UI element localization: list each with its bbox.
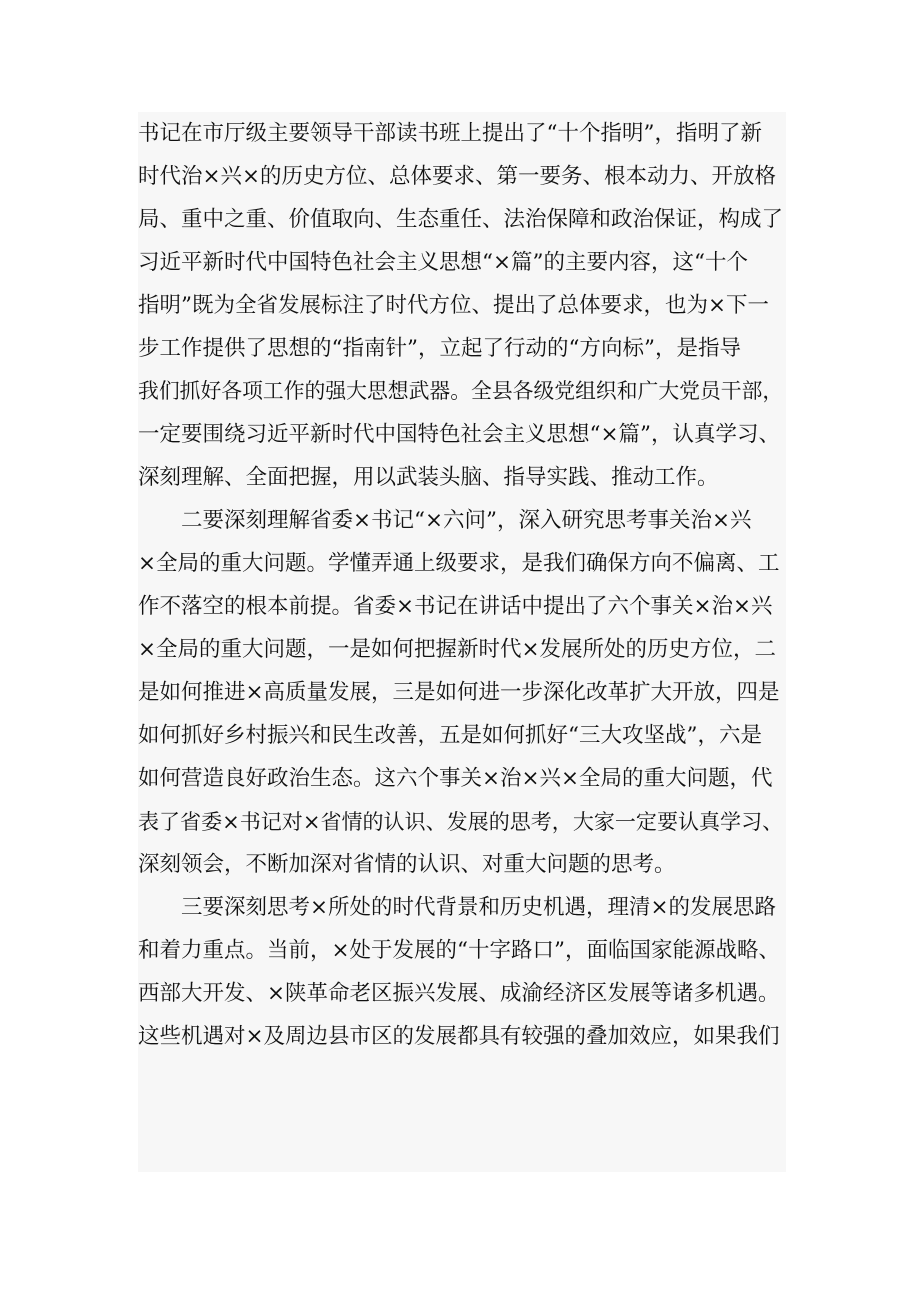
text-line: 局、重中之重、价值取向、生态重任、法治保障和政治保证，构成了 <box>138 207 784 232</box>
text-line: 书记在市厅级主要领导干部读书班上提出了“十个指明”，指明了新 <box>138 121 762 146</box>
text-line: 深刻领会，不断加深对省情的认识、对重大问题的思考。 <box>138 852 676 877</box>
text-line: 习近平新时代中国特色社会主义思想“×篇”的主要内容，这“十个 <box>138 250 748 275</box>
text-line: 时代治×兴×的历史方位、总体要求、第一要务、根本动力、开放格 <box>138 164 777 189</box>
text-line: 我们抓好各项工作的强大思想武器。全县各级党组织和广大党员干部， <box>138 379 784 403</box>
paragraph-1 <box>138 112 786 499</box>
text-line: 这些机遇对×及周边县市区的发展都具有较强的叠加效应，如果我们 <box>138 1024 780 1049</box>
document-body <box>138 112 786 1172</box>
text-line: 表了省委×书记对×省情的认识、发展的思考，大家一定要认真学习、 <box>138 809 784 834</box>
paragraph-2 <box>138 499 786 886</box>
text-line: 二要深刻理解省委×书记“×六问”，深入研究思考事关治×兴 <box>181 508 752 533</box>
text-line: 深刻理解、全面把握，用以武装头脑、指导实践、推动工作。 <box>138 465 719 490</box>
text-line: 三要深刻思考×所处的时代背景和历史机遇，理清×的发展思路 <box>181 895 777 920</box>
text-line: 指明”既为全省发展标注了时代方位、提出了总体要求，也为×下一 <box>138 293 770 318</box>
text-line: 是如何推进×高质量发展，三是如何进一步深化改革扩大开放，四是 <box>138 680 780 705</box>
text-line: ×全局的重大问题，一是如何把握新时代×发展所处的历史方位，二 <box>138 637 777 662</box>
text-line: 步工作提供了思想的“指南针”，立起了行动的“方向标”，是指导 <box>138 336 741 361</box>
text-line: 如何营造良好政治生态。这六个事关×治×兴×全局的重大问题，代 <box>138 766 773 791</box>
text-line: ×全局的重大问题。学懂弄通上级要求，是我们确保方向不偏离、工 <box>138 551 780 576</box>
text-line: 西部大开发、×陕革命老区振兴发展、成渝经济区发展等诸多机遇。 <box>138 981 780 1006</box>
text-line: 和着力重点。当前，×处于发展的“十字路口”，面临国家能源战略、 <box>138 938 781 963</box>
text-line: 如何抓好乡村振兴和民生改善，五是如何抓好“三大攻坚战”，六是 <box>138 723 762 748</box>
paragraph-3 <box>138 886 786 1058</box>
text-line: 一定要围绕习近平新时代中国特色社会主义思想“×篇”，认真学习、 <box>138 422 781 447</box>
text-line: 作不落空的根本前提。省委×书记在讲话中提出了六个事关×治×兴 <box>138 594 773 619</box>
